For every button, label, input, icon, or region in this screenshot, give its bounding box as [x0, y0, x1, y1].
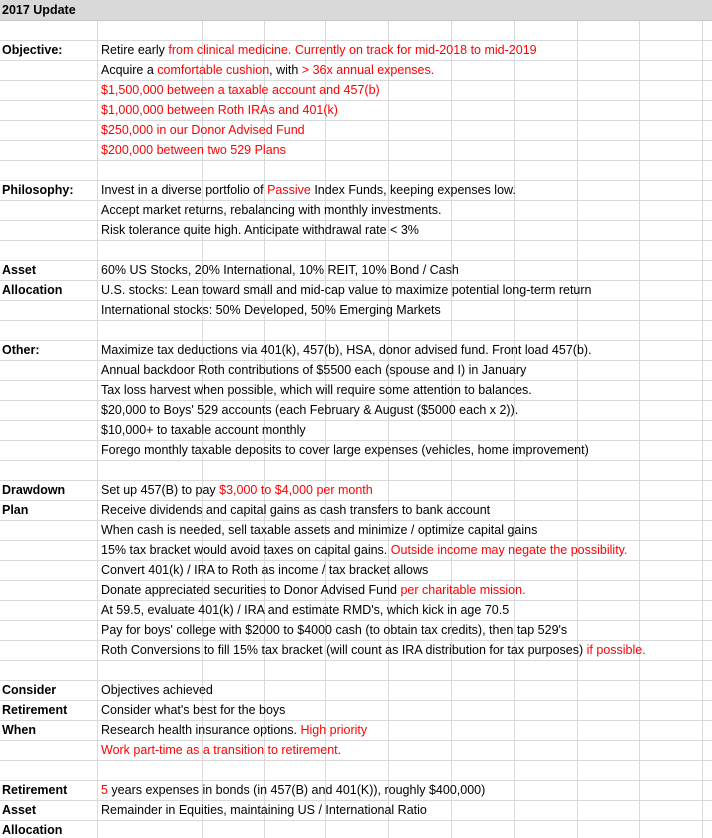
highlighted-text: > 36x annual expenses. [301, 63, 435, 77]
cell-text: Receive dividends and capital gains as cash transfers to bank account [101, 503, 491, 517]
cell-text: 15% tax bracket would avoid taxes on capital gains. [101, 543, 391, 557]
cell-text: Risk tolerance quite high. Anticipate withdrawal rate < 3% [101, 223, 419, 237]
section-label[interactable]: Asset [2, 263, 37, 277]
content-cell[interactable] [101, 560, 428, 580]
cell-text: Consider what's best for the boys [101, 703, 286, 717]
cell-text: Forego monthly taxable deposits to cover large expenses (vehicles, home improvement) [101, 443, 589, 457]
content-cell[interactable] [101, 420, 306, 440]
content-cell[interactable] [101, 220, 419, 240]
content-cell[interactable] [101, 140, 286, 160]
sheet-title[interactable]: 2017 Update [2, 3, 76, 17]
content-cell[interactable] [101, 100, 338, 120]
content-cell[interactable] [101, 340, 592, 360]
highlighted-text: $3,000 to $4,000 per month [219, 483, 373, 497]
cell-text: At 59.5, evaluate 401(k) / IRA and estimate RMD's, which kick in age 70.5 [101, 603, 510, 617]
cell-text: Retire early [101, 43, 169, 57]
content-cell[interactable] [101, 600, 509, 620]
cell-text: Maximize tax deductions via 401(k), 457(b), HSA, donor advised fund. Front load 457(b). [101, 343, 592, 357]
content-cell[interactable] [101, 740, 341, 760]
section-label[interactable]: Allocation [2, 823, 63, 837]
cell-text: 60% US Stocks, 20% International, 10% REIT, 10% Bond / Cash [101, 263, 459, 277]
content-cell[interactable] [101, 40, 537, 60]
content-cell[interactable] [101, 200, 441, 220]
cell-text: years expenses in bonds (in 457(B) and 401(K)), roughly $400,000) [107, 783, 486, 797]
highlighted-text: $1,500,000 between a taxable account and 457(b) [101, 83, 380, 97]
cell-text: Annual backdoor Roth contributions of $5500 each (spouse and I) in January [101, 363, 527, 377]
highlighted-text: from clinical medicine. Currently on track for mid-2018 to mid-2019 [168, 43, 537, 57]
content-cell[interactable] [101, 680, 213, 700]
section-label[interactable]: Retirement [2, 703, 68, 717]
cell-text: Accept market returns, rebalancing with monthly investments. [101, 203, 442, 217]
content-cell[interactable] [101, 60, 434, 80]
content-cell[interactable] [101, 380, 532, 400]
highlighted-text: Work part-time as a transition to retirement. [101, 743, 342, 757]
section-label[interactable]: Objective: [2, 43, 63, 57]
highlighted-text: $200,000 between two 529 Plans [101, 143, 286, 157]
cell-text: Index Funds, keeping expenses low. [310, 183, 516, 197]
content-cell[interactable] [101, 640, 646, 660]
content-cell[interactable] [101, 180, 516, 200]
cell-text: Tax loss harvest when possible, which will require some attention to balances. [101, 383, 532, 397]
cell-text: $10,000+ to taxable account monthly [101, 423, 306, 437]
content-cell[interactable] [101, 580, 526, 600]
cell-text: International stocks: 50% Developed, 50% Emerging Markets [101, 303, 441, 317]
cell-text: U.S. stocks: Lean toward small and mid-cap value to maximize potential long-term return [101, 283, 592, 297]
content-cell[interactable] [101, 500, 490, 520]
section-label[interactable]: Plan [2, 503, 29, 517]
highlighted-text: per charitable mission. [400, 583, 526, 597]
content-cell[interactable] [101, 360, 526, 380]
highlighted-text: Outside income may negate the possibility. [390, 543, 628, 557]
content-cell[interactable] [101, 540, 627, 560]
content-cell[interactable] [101, 260, 459, 280]
content-cell[interactable] [101, 720, 367, 740]
section-label[interactable]: Philosophy: [2, 183, 74, 197]
section-label[interactable]: When [2, 723, 37, 737]
cell-text: Invest in a diverse portfolio of [101, 183, 268, 197]
content-cell[interactable] [101, 620, 567, 640]
cell-text: Donate appreciated securities to Donor Advised Fund [101, 583, 401, 597]
section-label[interactable]: Asset [2, 803, 37, 817]
content-cell[interactable] [101, 480, 373, 500]
cell-text: Set up 457(B) to pay [101, 483, 220, 497]
section-label[interactable]: Drawdown [2, 483, 66, 497]
highlighted-text: $250,000 in our Donor Advised Fund [101, 123, 305, 137]
section-label[interactable]: Retirement [2, 783, 68, 797]
title-row [0, 0, 712, 21]
highlighted-text: High priority [300, 723, 368, 737]
content-cell[interactable] [101, 800, 427, 820]
cell-text: Roth Conversions to fill 15% tax bracket (will count as IRA distribution for tax purposes) [101, 643, 587, 657]
highlighted-text: $1,000,000 between Roth IRAs and 401(k) [101, 103, 338, 117]
section-label[interactable]: Other: [2, 343, 40, 357]
content-cell[interactable] [101, 120, 305, 140]
section-label[interactable]: Consider [2, 683, 57, 697]
section-label[interactable]: Allocation [2, 283, 63, 297]
cell-text: Research health insurance options. [101, 723, 301, 737]
highlighted-text: comfortable cushion [157, 63, 270, 77]
cell-text: , with [269, 63, 302, 77]
content-cell[interactable] [101, 280, 592, 300]
content-cell[interactable] [101, 300, 441, 320]
content-cell[interactable] [101, 440, 589, 460]
content-cell[interactable] [101, 80, 380, 100]
cell-text: Pay for boys' college with $2000 to $4000 cash (to obtain tax credits), then tap 529's [101, 623, 568, 637]
highlighted-text: if possible. [586, 643, 646, 657]
cell-text: Remainder in Equities, maintaining US / International Ratio [101, 803, 427, 817]
cell-text: Acquire a [101, 63, 158, 77]
content-cell[interactable] [101, 400, 518, 420]
content-cell[interactable] [101, 520, 537, 540]
cell-text: Objectives achieved [101, 683, 213, 697]
content-cell[interactable] [101, 780, 485, 800]
highlighted-text: 5 [101, 783, 108, 797]
cell-text: When cash is needed, sell taxable assets and minimize / optimize capital gains [101, 523, 538, 537]
cell-text: Convert 401(k) / IRA to Roth as income / tax bracket allows [101, 563, 429, 577]
highlighted-text: Passive [267, 183, 311, 197]
cell-text: $20,000 to Boys' 529 accounts (each February & August ($5000 each x 2)). [101, 403, 519, 417]
content-cell[interactable] [101, 700, 285, 720]
